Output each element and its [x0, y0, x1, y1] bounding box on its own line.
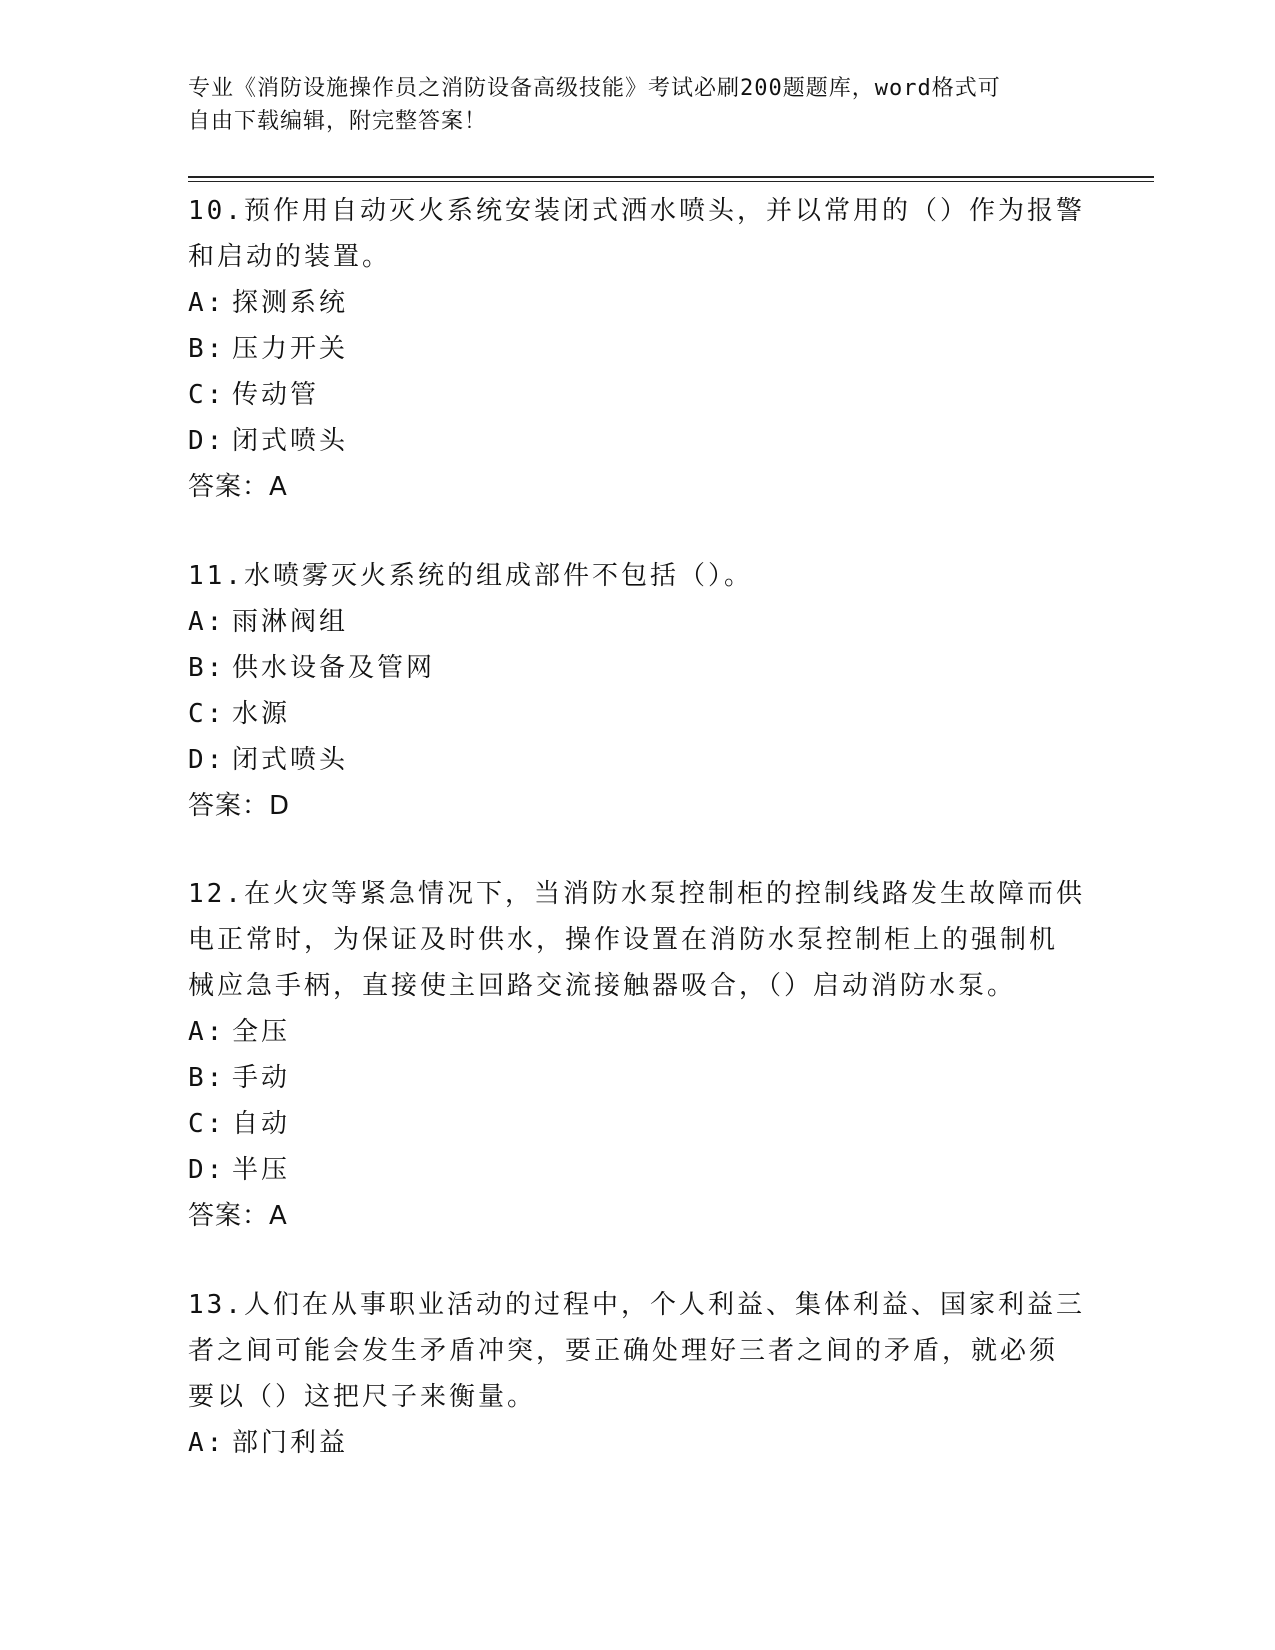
question-11 — [188, 553, 1088, 829]
option-b — [188, 326, 1088, 372]
question-stem-line: 11.水喷雾灭火系统的组成部件不包括（）。 — [188, 561, 753, 591]
header-divider-thick — [188, 176, 1154, 178]
option-text: 部门利益 — [232, 1428, 349, 1458]
option-b — [188, 1055, 1088, 1101]
option-text: 供水设备及管网 — [232, 653, 436, 683]
header-line-2: 自由下载编辑，附完整答案！ — [188, 109, 488, 134]
option-key: A: — [188, 288, 226, 318]
option-text: 压力开关 — [232, 334, 349, 364]
option-b — [188, 645, 1088, 691]
answer-line: 答案：A — [188, 1201, 288, 1231]
question-stem-line: 电正常时，为保证及时供水，操作设置在消防水泵控制柜上的强制机 — [188, 925, 1059, 955]
option-key: D: — [188, 426, 226, 456]
option-text: 手动 — [232, 1063, 291, 1093]
option-a — [188, 1420, 1088, 1466]
option-text: 半压 — [232, 1155, 291, 1185]
option-d — [188, 418, 1088, 464]
option-key: C: — [188, 1109, 226, 1139]
option-key: A: — [188, 1017, 226, 1047]
option-text: 闭式喷头 — [232, 745, 349, 775]
question-10 — [188, 188, 1088, 510]
answer-line: 答案：A — [188, 472, 288, 502]
question-stem-line: 要以（）这把尺子来衡量。 — [188, 1382, 537, 1412]
option-text: 自动 — [232, 1109, 291, 1139]
option-d — [188, 1147, 1088, 1193]
option-text: 传动管 — [232, 380, 320, 410]
question-stem-line: 和启动的装置。 — [188, 242, 392, 272]
question-stem-line: 者之间可能会发生矛盾冲突，要正确处理好三者之间的矛盾，就必须 — [188, 1336, 1059, 1366]
option-key: B: — [188, 1063, 226, 1093]
option-key: A: — [188, 1428, 226, 1458]
option-a — [188, 1009, 1088, 1055]
question-12 — [188, 871, 1088, 1239]
question-stem-line: 10.预作用自动灭火系统安装闭式洒水喷头，并以常用的（）作为报警 — [188, 196, 1085, 226]
question-stem-line: 械应急手柄，直接使主回路交流接触器吸合，（）启动消防水泵。 — [188, 971, 1017, 1001]
option-text: 雨淋阀组 — [232, 607, 349, 637]
option-key: D: — [188, 745, 226, 775]
question-stem-line: 13.人们在从事职业活动的过程中，个人利益、集体利益、国家利益三 — [188, 1290, 1085, 1320]
document-header — [188, 72, 1068, 138]
option-c — [188, 1101, 1088, 1147]
question-13 — [188, 1282, 1088, 1466]
option-key: A: — [188, 607, 226, 637]
option-text: 探测系统 — [232, 288, 349, 318]
option-a — [188, 599, 1088, 645]
option-key: D: — [188, 1155, 226, 1185]
option-key: B: — [188, 334, 226, 364]
option-c — [188, 372, 1088, 418]
answer-line: 答案：D — [188, 791, 291, 821]
question-stem-line: 12.在火灾等紧急情况下，当消防水泵控制柜的控制线路发生故障而供 — [188, 879, 1085, 909]
header-divider-thin — [188, 181, 1154, 182]
option-key: B: — [188, 653, 226, 683]
option-a — [188, 280, 1088, 326]
option-d — [188, 737, 1088, 783]
header-line-1: 专业《消防设施操作员之消防设备高级技能》考试必刷200题题库，word格式可 — [188, 76, 1001, 101]
option-c — [188, 691, 1088, 737]
option-key: C: — [188, 380, 226, 410]
option-key: C: — [188, 699, 226, 729]
option-text: 水源 — [232, 699, 291, 729]
option-text: 闭式喷头 — [232, 426, 349, 456]
option-text: 全压 — [232, 1017, 291, 1047]
